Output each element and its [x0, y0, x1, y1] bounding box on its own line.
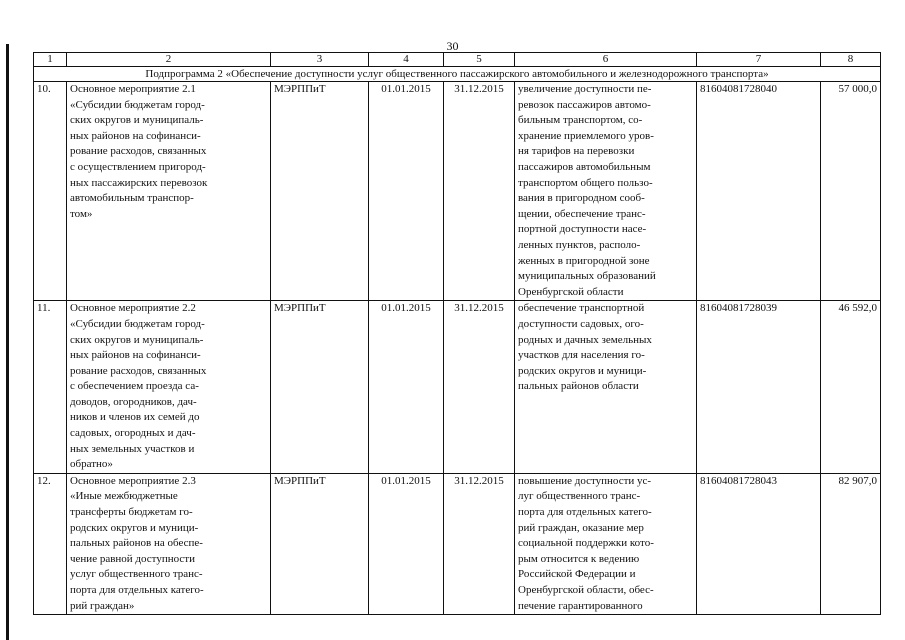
expected-result-text: обеспечение транспортной доступности садовых, ого- родных и дачных земельных участков для населения го- родских округов и муници- пальных районов области — [518, 302, 652, 393]
activity-name — [67, 301, 271, 474]
activity-name — [67, 473, 271, 614]
expected-result — [515, 301, 697, 474]
end-date: 31.12.2015 — [444, 473, 515, 614]
table-row — [34, 82, 881, 301]
executor: МЭРППиТ — [271, 473, 369, 614]
budget-code: 81604081728039 — [697, 301, 821, 474]
program-activities-table — [33, 52, 881, 615]
scan-edge-bar — [6, 44, 9, 640]
end-date: 31.12.2015 — [444, 301, 515, 474]
row-number: 10. — [34, 82, 67, 301]
table-row — [34, 473, 881, 614]
activity-name-text: Основное мероприятие 2.3 «Иные межбюджетные трансферты бюджетам го- родских округов и муници- пальных районов на обеспе- чение равной доступности услуг общественного транс- порта для отдельных катего- рий граждан» — [70, 474, 204, 612]
amount: 57 000,0 — [821, 82, 881, 301]
budget-code: 81604081728043 — [697, 473, 821, 614]
budget-code: 81604081728040 — [697, 82, 821, 301]
amount: 82 907,0 — [821, 473, 881, 614]
executor: МЭРППиТ — [271, 82, 369, 301]
subprogram-row — [34, 67, 881, 82]
table-row — [34, 301, 881, 474]
start-date: 01.01.2015 — [369, 82, 444, 301]
column-number-6: 6 — [515, 53, 697, 67]
amount: 46 592,0 — [821, 301, 881, 474]
expected-result — [515, 473, 697, 614]
page-number: 30 — [446, 39, 459, 53]
row-number: 11. — [34, 301, 67, 474]
expected-result-text: увеличение доступности пе- ревозок пассажиров автомо- бильным транспортом, со- хранение приемлемого уров- ня тарифов на перевозки пассажиров автомобильным транспортом общего пользо- вания в пригородном сооб- щении, обеспечение транс- портной доступности насе- ленных пунктов, располо- женных в пригородной зоне муниципальных образований Оренбургской области — [518, 83, 656, 298]
activity-name — [67, 82, 271, 301]
executor: МЭРППиТ — [271, 301, 369, 474]
column-number-8: 8 — [821, 53, 881, 67]
column-number-1: 1 — [34, 53, 67, 67]
activity-name-text: Основное мероприятие 2.2 «Субсидии бюджетам город- ских округов и муниципаль- ных районов на софинанси- рование расходов, связанных с обеспечением проезда са- доводов, огородников, дач- ников и членов их семей до садовых, огородных и дач- ных земельных участков и обратно» — [70, 302, 207, 471]
start-date: 01.01.2015 — [369, 473, 444, 614]
column-number-4: 4 — [369, 53, 444, 67]
start-date: 01.01.2015 — [369, 301, 444, 474]
column-number-2: 2 — [67, 53, 271, 67]
end-date: 31.12.2015 — [444, 82, 515, 301]
column-number-3: 3 — [271, 53, 369, 67]
column-number-5: 5 — [444, 53, 515, 67]
row-number: 12. — [34, 473, 67, 614]
column-number-row — [34, 53, 881, 67]
activity-name-text: Основное мероприятие 2.1 «Субсидии бюджетам город- ских округов и муниципаль- ных районов на софинанси- рование расходов, связанных с осуществлением пригород- ных пассажирских перевозок автомобильным транспор- том» — [70, 83, 208, 220]
subprogram-title: Подпрограмма 2 «Обеспечение доступности услуг общественного пассажирского автомобильного и железнодорожного транспорта» — [34, 67, 881, 82]
column-number-7: 7 — [697, 53, 821, 67]
expected-result-text: повышение доступности ус- луг общественного транс- порта для отдельных катего- рий граждан, оказание мер социальной поддержки кото- рым относится к ведению Российской Федерации и Оренбургской области, обес- печение гарантированного — [518, 474, 654, 612]
expected-result — [515, 82, 697, 301]
